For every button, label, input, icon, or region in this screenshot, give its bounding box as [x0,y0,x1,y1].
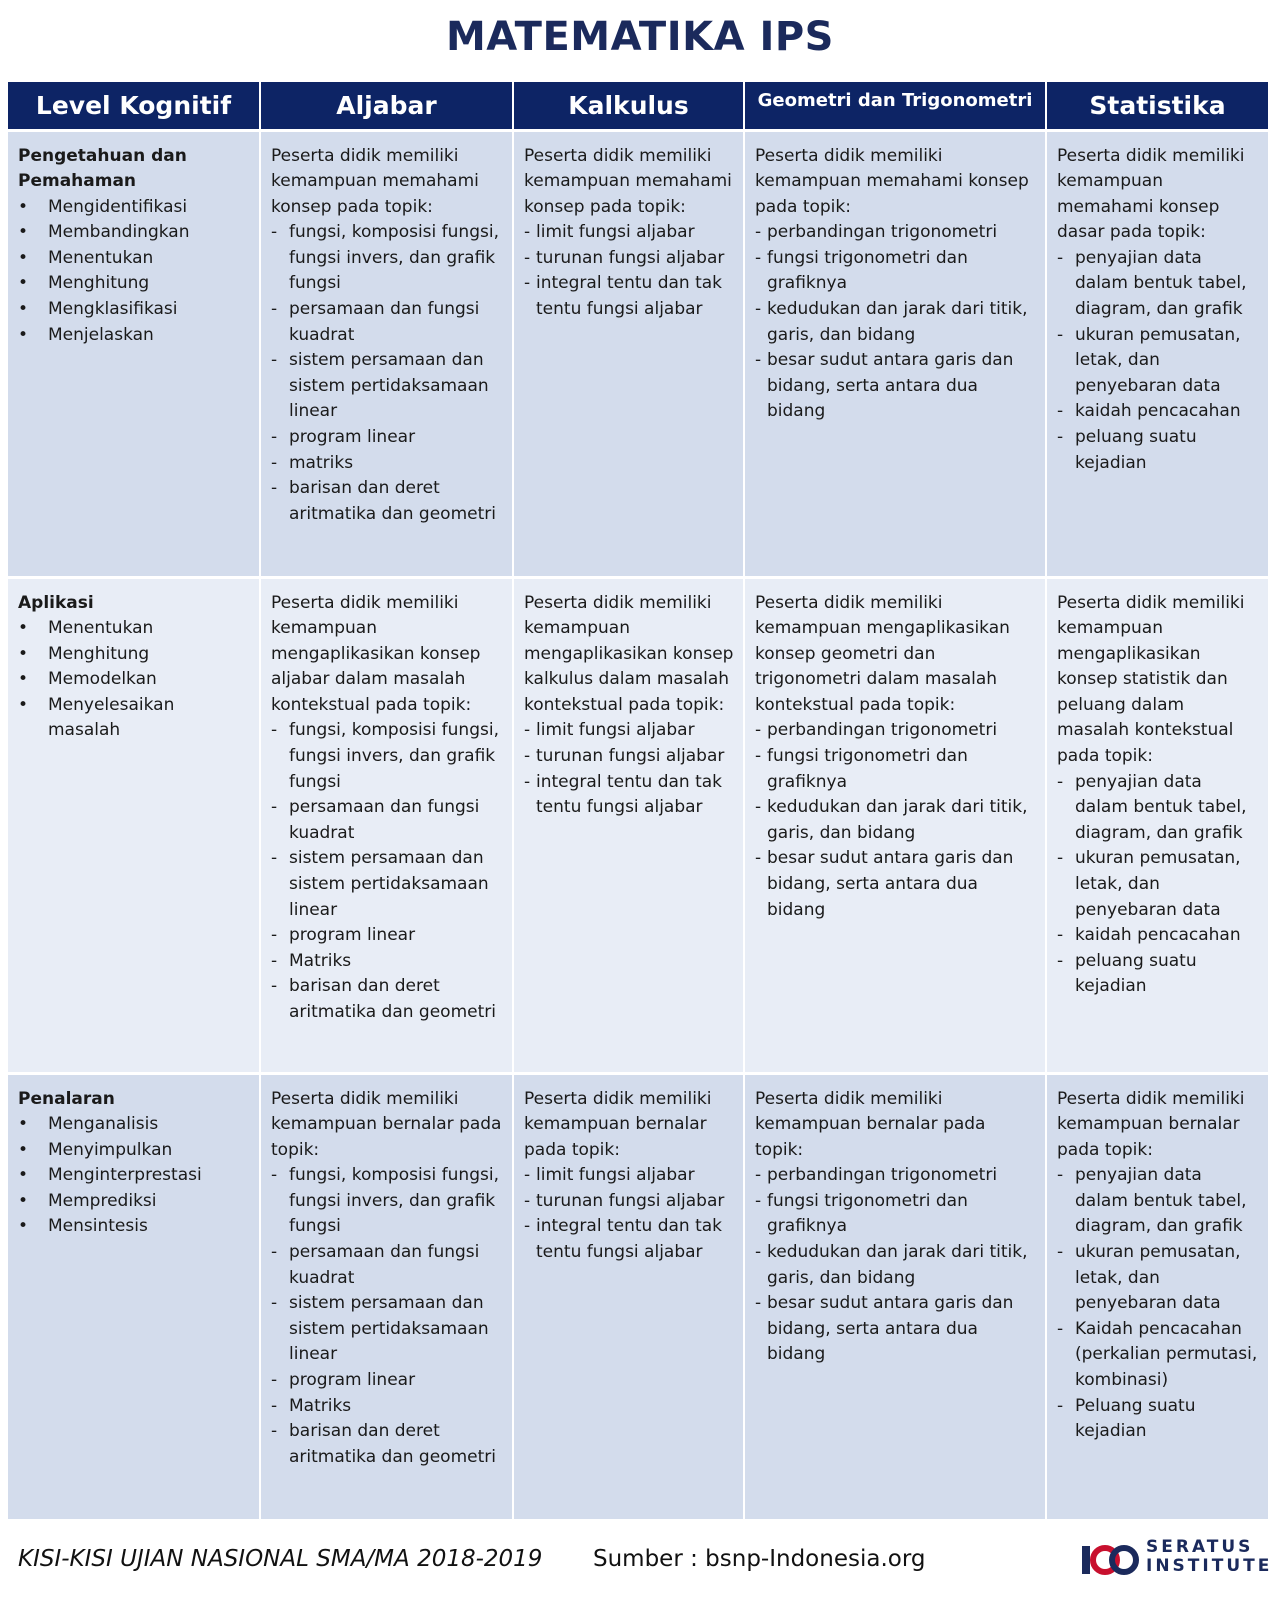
cell-intro: Peserta didik memiliki kemampuan memahami konsep pada topik: [755,145,1029,217]
logo-rings-icon [1080,1538,1144,1582]
list-item: - kaidah pencacahan [1057,399,1260,425]
footer-source: Sumber : bsnp-Indonesia.org [593,1546,926,1572]
topic-list [524,1163,735,1265]
list-item: - limit fungsi aljabar [524,1163,735,1189]
list-item: - program linear [271,425,504,451]
statistika-cell [1046,130,1268,577]
list-item: - kedudukan dan jarak dari titik, garis, dan bidang [755,795,1037,846]
list-item: - Matriks [271,949,504,975]
list-item: - penyajian data dalam bentuk tabel, diagram, dan grafik [1057,770,1260,847]
statistika-cell [1046,1073,1268,1520]
list-item: • Menghitung [18,271,251,297]
list-item: - Matriks [271,1394,504,1420]
cell-intro: Peserta didik memiliki kemampuan memahami konsep pada topik: [524,145,732,217]
level-title: Aplikasi [18,592,94,613]
aljabar-cell [260,130,513,577]
list-item: - perbandingan trigonometri [755,220,1037,246]
table-row [8,130,1268,577]
list-item: - turunan fungsi aljabar [524,246,735,272]
cell-intro: Peserta didik memiliki kemampuan mengaplikasikan konsep geometri dan trigonometri dalam masalah kontekstual pada topik: [755,592,1010,715]
table-row [8,577,1268,1073]
list-item: - barisan dan deret aritmatika dan geometri [271,476,504,527]
list-item: - besar sudut antara garis dan bidang, serta antara dua bidang [755,348,1037,425]
list-item: - integral tentu dan tak tentu fungsi aljabar [524,770,735,821]
level-title: Pengetahuan dan Pemahaman [18,145,187,192]
kalkulus-cell [513,577,744,1073]
list-item: • Memprediksi [18,1189,251,1215]
cell-intro: Peserta didik memiliki kemampuan bernalar pada topik: [524,1088,712,1160]
list-item: - barisan dan deret aritmatika dan geometri [271,1419,504,1470]
list-item: - persamaan dan fungsi kuadrat [271,297,504,348]
topic-list [755,220,1037,425]
logo-line-1: SERATUS [1146,1537,1254,1557]
topic-list [1057,246,1260,476]
list-item: - integral tentu dan tak tentu fungsi aljabar [524,1214,735,1265]
list-item: - Peluang suatu kejadian [1057,1394,1260,1445]
header-aljabar: Aljabar [260,82,513,130]
list-item: - peluang suatu kejadian [1057,949,1260,1000]
header-kalkulus: Kalkulus [513,82,744,130]
list-item: - kedudukan dan jarak dari titik, garis, dan bidang [755,1240,1037,1291]
footer-document-title: KISI-KISI UJIAN NASIONAL SMA/MA 2018-2019 [18,1546,543,1572]
geometri-cell [744,130,1046,577]
list-item: - limit fungsi aljabar [524,220,735,246]
list-item: • Menyelesaikan masalah [18,693,251,744]
list-item: - fungsi, komposisi fungsi, fungsi invers, dan grafik fungsi [271,1163,504,1240]
list-item: - ukuran pemusatan, letak, dan penyebaran data [1057,1240,1260,1317]
list-item: - perbandingan trigonometri [755,718,1037,744]
topic-list [1057,770,1260,1000]
list-item: - sistem persamaan dan sistem pertidaksamaan linear [271,1291,504,1368]
list-item: - barisan dan deret aritmatika dan geometri [271,974,504,1025]
cell-intro: Peserta didik memiliki kemampuan memahami konsep dasar pada topik: [1057,145,1245,243]
list-item: • Menyimpulkan [18,1138,251,1164]
list-item: • Menghitung [18,642,251,668]
list-item: - persamaan dan fungsi kuadrat [271,795,504,846]
topic-list [271,1163,504,1470]
list-item: • Menentukan [18,246,251,272]
cell-intro: Peserta didik memiliki kemampuan memahami konsep pada topik: [271,145,479,217]
list-item: - fungsi trigonometri dan grafiknya [755,744,1037,795]
list-item: • Mengklasifikasi [18,297,251,323]
aljabar-cell [260,1073,513,1520]
topic-list [271,718,504,1025]
list-item: - turunan fungsi aljabar [524,744,735,770]
list-item: - perbandingan trigonometri [755,1163,1037,1189]
list-item: - turunan fungsi aljabar [524,1189,735,1215]
list-item: - sistem persamaan dan sistem pertidaksamaan linear [271,348,504,425]
kalkulus-cell [513,130,744,577]
topic-list [755,1163,1037,1368]
list-item: • Membandingkan [18,220,251,246]
cell-intro: Peserta didik memiliki kemampuan mengaplikasikan konsep kalkulus dalam masalah kontekstual pada topik: [524,592,734,715]
seratus-institute-logo [1080,1537,1273,1582]
topic-list [271,220,504,527]
list-item: • Mengidentifikasi [18,195,251,221]
list-item: - fungsi trigonometri dan grafiknya [755,246,1037,297]
topic-list [524,220,735,322]
level-list [18,616,251,744]
list-item: - limit fungsi aljabar [524,718,735,744]
geometri-cell [744,1073,1046,1520]
list-item: - besar sudut antara garis dan bidang, serta antara dua bidang [755,1291,1037,1368]
list-item: - matriks [271,451,504,477]
page-title: MATEMATIKA IPS [446,14,834,60]
list-item: • Menentukan [18,616,251,642]
level-title: Penalaran [18,1088,115,1109]
list-item: - fungsi, komposisi fungsi, fungsi invers, dan grafik fungsi [271,718,504,795]
list-item: - Kaidah pencacahan (perkalian permutasi, kombinasi) [1057,1317,1260,1394]
list-item: - persamaan dan fungsi kuadrat [271,1240,504,1291]
list-item: - penyajian data dalam bentuk tabel, diagram, dan grafik [1057,246,1260,323]
list-item: • Menganalisis [18,1112,251,1138]
cell-intro: Peserta didik memiliki kemampuan mengaplikasikan konsep statistik dan peluang dalam masalah kontekstual pada topik: [1057,592,1245,767]
logo-text [1146,1538,1272,1576]
aljabar-cell [260,577,513,1073]
list-item: - program linear [271,1368,504,1394]
statistika-cell [1046,577,1268,1073]
kalkulus-cell [513,1073,744,1520]
list-item: - ukuran pemusatan, letak, dan penyebaran data [1057,323,1260,400]
topic-list [1057,1163,1260,1445]
geometri-cell [744,577,1046,1073]
list-item: - fungsi trigonometri dan grafiknya [755,1189,1037,1240]
kisi-kisi-table [8,82,1268,1522]
topic-list [755,718,1037,923]
list-item: • Mensintesis [18,1214,251,1240]
list-item: - integral tentu dan tak tentu fungsi aljabar [524,271,735,322]
header-level-kognitif: Level Kognitif [8,82,260,130]
list-item: - penyajian data dalam bentuk tabel, diagram, dan grafik [1057,1163,1260,1240]
list-item: • Menginterprestasi [18,1163,251,1189]
list-item: - besar sudut antara garis dan bidang, serta antara dua bidang [755,846,1037,923]
list-item: - program linear [271,923,504,949]
list-item: • Menjelaskan [18,323,251,349]
list-item: - ukuran pemusatan, letak, dan penyebaran data [1057,846,1260,923]
list-item: - kaidah pencacahan [1057,923,1260,949]
list-item: • Memodelkan [18,667,251,693]
cell-intro: Peserta didik memiliki kemampuan bernalar pada topik: [1057,1088,1245,1160]
cell-intro: Peserta didik memiliki kemampuan bernalar pada topik: [271,1088,502,1160]
level-cell [8,1073,260,1520]
level-cell [8,130,260,577]
header-statistika: Statistika [1046,82,1268,130]
list-item: - fungsi, komposisi fungsi, fungsi invers, dan grafik fungsi [271,220,504,297]
list-item: - sistem persamaan dan sistem pertidaksamaan linear [271,846,504,923]
level-cell [8,577,260,1073]
cell-intro: Peserta didik memiliki kemampuan bernalar pada topik: [755,1088,986,1160]
logo-line-2: INSTITUTE [1146,1556,1273,1576]
header-geometri: Geometri dan Trigonometri [744,82,1046,130]
list-item: - kedudukan dan jarak dari titik, garis, dan bidang [755,297,1037,348]
level-list [18,195,251,349]
table-row [8,1073,1268,1520]
table-header-row [8,82,1268,130]
topic-list [524,718,735,820]
level-list [18,1112,251,1240]
list-item: - peluang suatu kejadian [1057,425,1260,476]
cell-intro: Peserta didik memiliki kemampuan mengaplikasikan konsep aljabar dalam masalah kontekstual pada topik: [271,592,481,715]
